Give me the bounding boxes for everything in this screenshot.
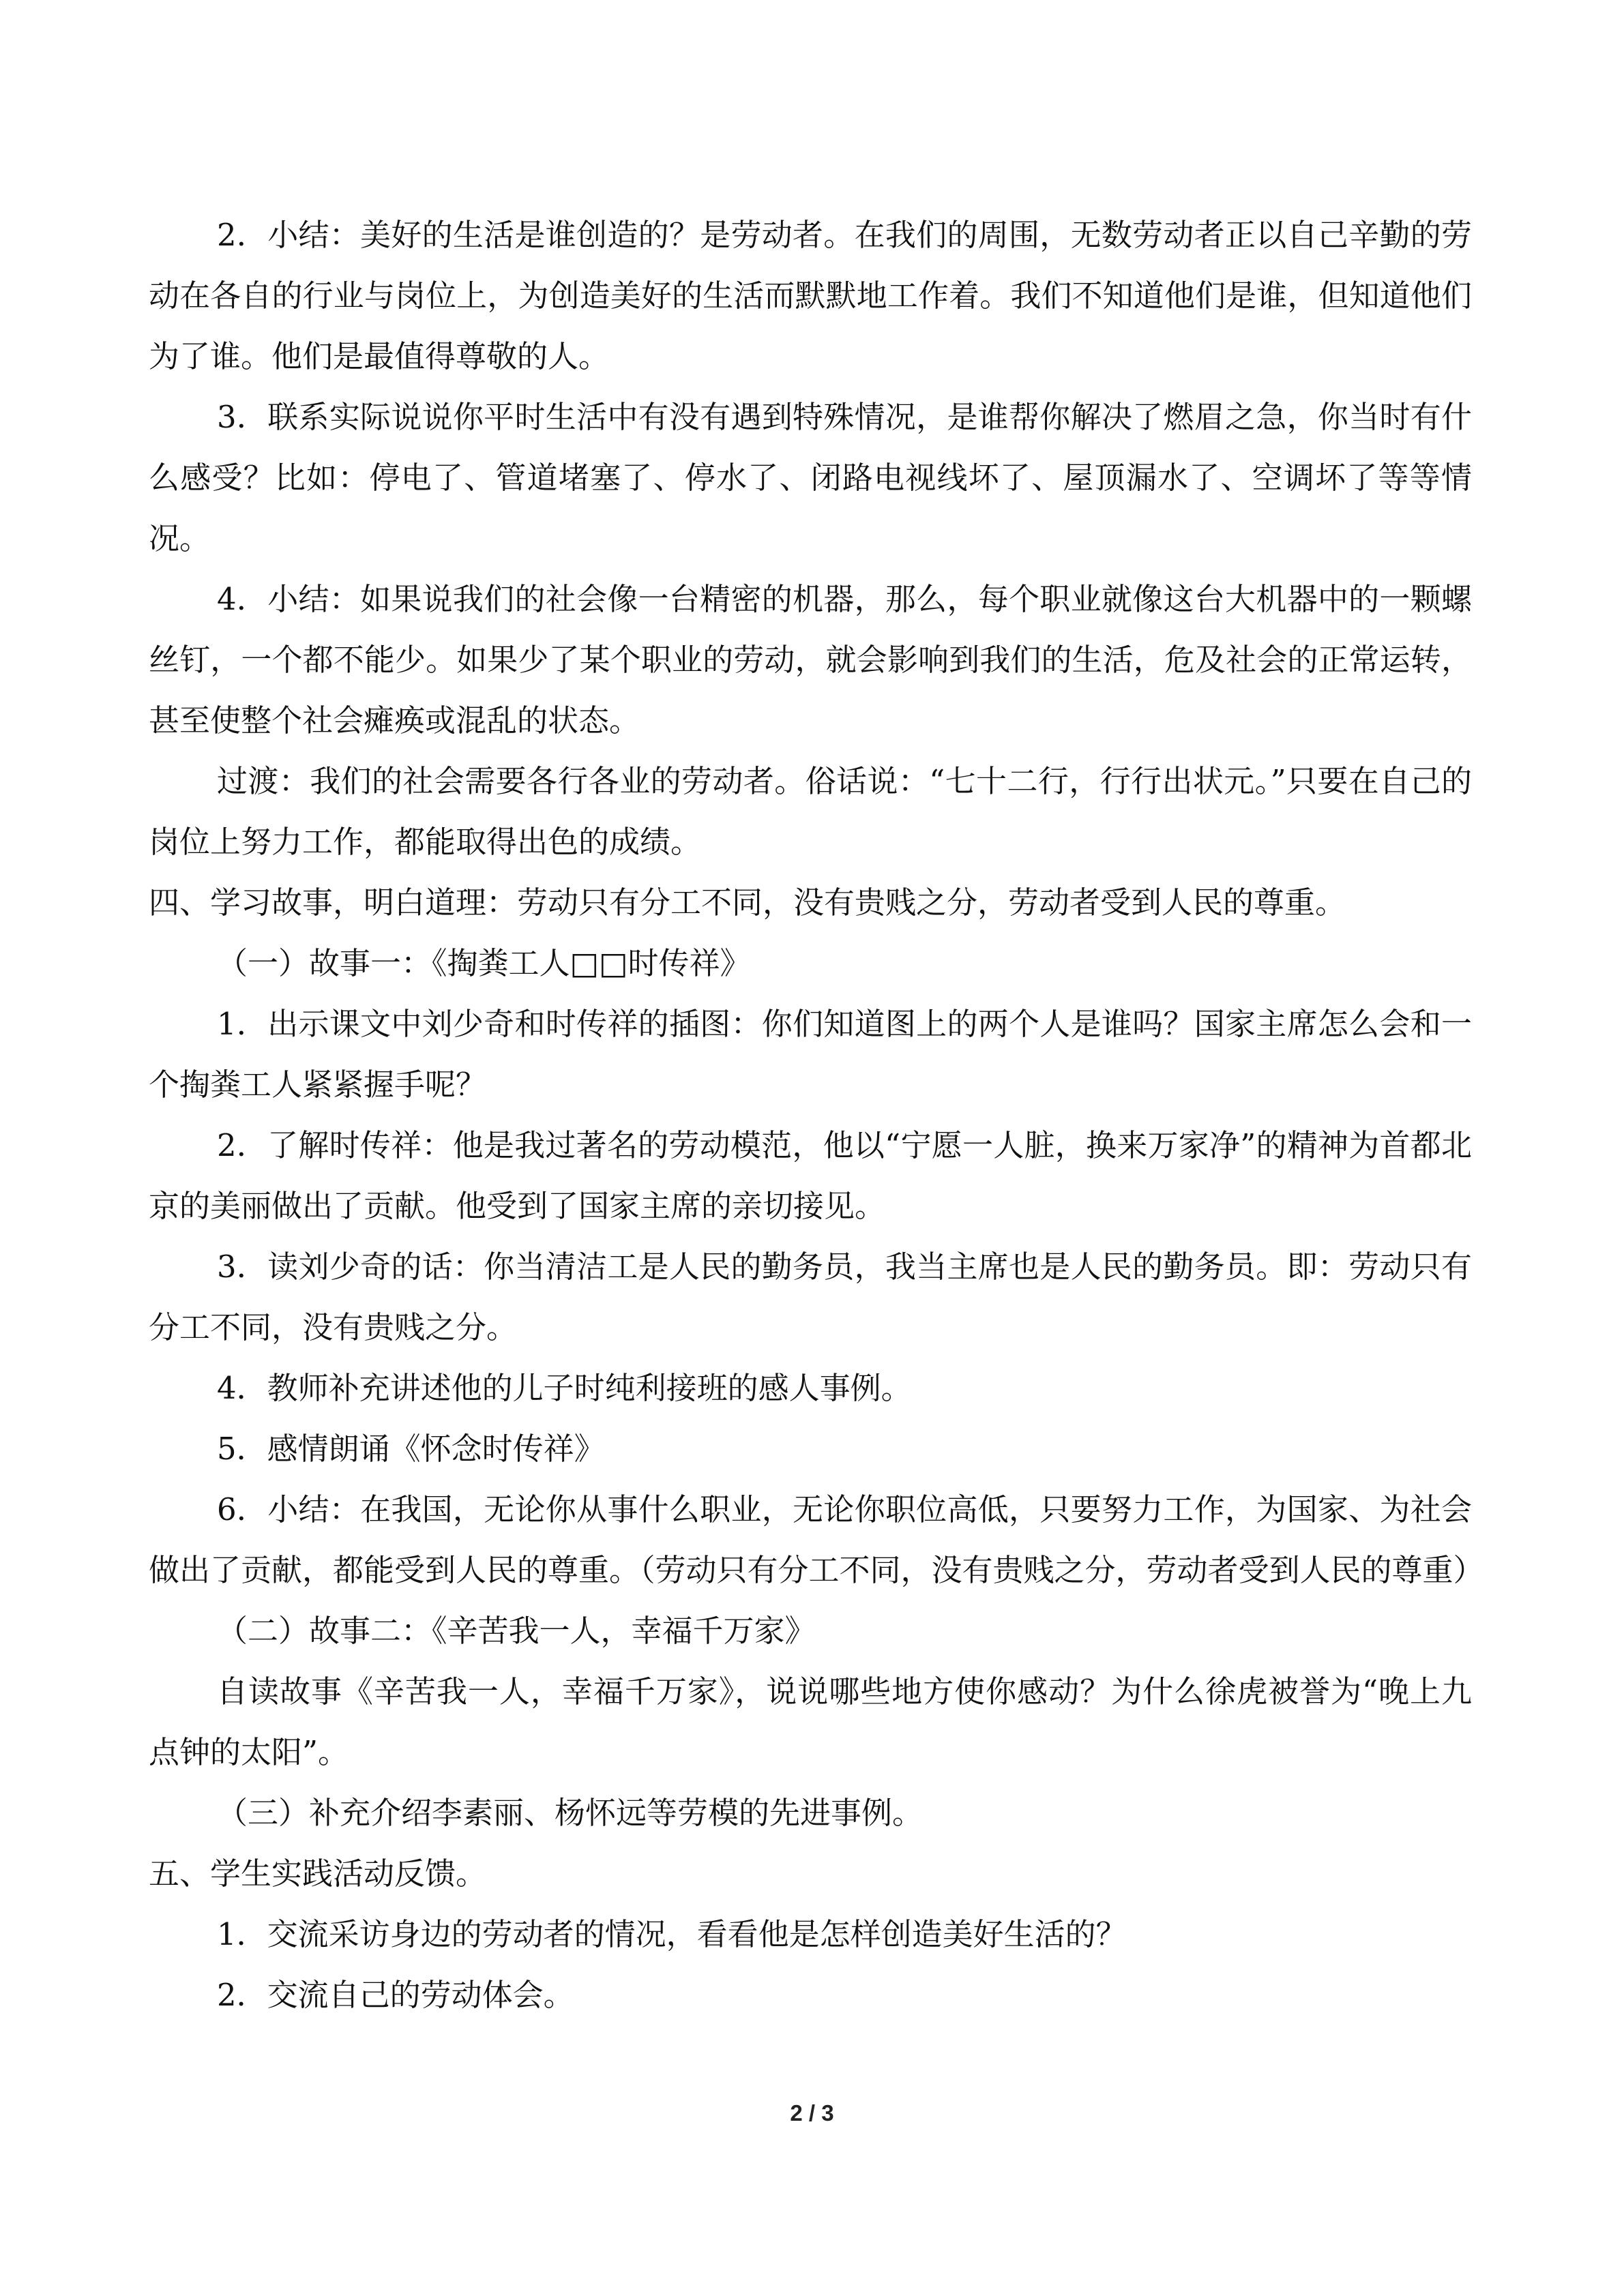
paragraph-feedback-2: 2．交流自己的劳动体会。 bbox=[217, 1977, 574, 2013]
section-heading-5: 五、学生实践活动反馈。 bbox=[149, 1855, 487, 1892]
page-number: 2 / 3 bbox=[790, 2100, 834, 2126]
paragraph-story1-item-5: 5．感情朗诵《怀念时传祥》 bbox=[217, 1431, 605, 1467]
paragraph-transition: 过渡：我们的社会需要各行各业的劳动者。俗话说：“七十二行，行行出状元。”只要在自己的岗位上努力工作，都能取得出色的成绩。 bbox=[149, 763, 1472, 860]
paragraph-story1-item-6: 6．小结：在我国，无论你从事什么职业，无论你职位高低，只要努力工作，为国家、为社会做出了贡献，都能受到人民的尊重。（劳动只有分工不同，没有贵贱之分，劳动者受到人民的尊重） bbox=[149, 1491, 1484, 1588]
document-body bbox=[149, 205, 1484, 2025]
paragraph-story1-item-3: 3．读刘少奇的话：你当清洁工是人民的勤务员，我当主席也是人民的勤务员。即：劳动只有分工不同，没有贵贱之分。 bbox=[149, 1249, 1472, 1345]
subsection-supplement-3: （三）补充介绍李素丽、杨怀远等劳模的先进事例。 bbox=[217, 1795, 924, 1831]
paragraph-story1-item-4: 4．教师补充讲述他的儿子时纯利接班的感人事例。 bbox=[217, 1370, 912, 1406]
paragraph-summary-4: 4．小结：如果说我们的社会像一台精密的机器，那么，每个职业就像这台大机器中的一颗螺丝钉，一个都不能少。如果少了某个职业的劳动，就会影响到我们的生活，危及社会的正常运转，甚至使整个社会瘫痪或混乱的状态。 bbox=[149, 581, 1472, 739]
paragraph-story1-item-2: 2．了解时传祥：他是我过著名的劳动模范，他以“宁愿一人脏，换来万家净”的精神为首都北京的美丽做出了贡献。他受到了国家主席的亲切接见。 bbox=[149, 1127, 1472, 1224]
section-heading-4: 四、学习故事，明白道理：劳动只有分工不同，没有贵贱之分，劳动者受到人民的尊重。 bbox=[149, 884, 1346, 921]
paragraph-story1-item-1: 1．出示课文中刘少奇和时传祥的插图：你们知道图上的两个人是谁吗？国家主席怎么会和一个掏粪工人紧紧握手呢？ bbox=[149, 1006, 1472, 1103]
paragraph-feedback-1: 1．交流采访身边的劳动者的情况，看看他是怎样创造美好生活的？ bbox=[217, 1916, 1127, 1952]
paragraph-summary-2: 2．小结：美好的生活是谁创造的？是劳动者。在我们的周围，无数劳动者正以自己辛勤的劳动在各自的行业与岗位上，为创造美好的生活而默默地工作着。我们不知道他们是谁，但知道他们为了谁。他们是最值得尊敬的人。 bbox=[149, 217, 1472, 374]
subsection-story-2: （二）故事二：《辛苦我一人，幸福千万家》 bbox=[217, 1613, 816, 1649]
paragraph-story2-reading: 自读故事《辛苦我一人，幸福千万家》，说说哪些地方使你感动？为什么徐虎被誉为“晚上九点钟的太阳”。 bbox=[149, 1673, 1472, 1770]
paragraph-item-3: 3．联系实际说说你平时生活中有没有遇到特殊情况，是谁帮你解决了燃眉之急，你当时有什么感受？比如：停电了、管道堵塞了、停水了、闭路电视线坏了、屋顶漏水了、空调坏了等等情况。 bbox=[149, 399, 1472, 556]
subsection-story-1: （一）故事一：《掏粪工人□□时传祥》 bbox=[217, 945, 751, 981]
